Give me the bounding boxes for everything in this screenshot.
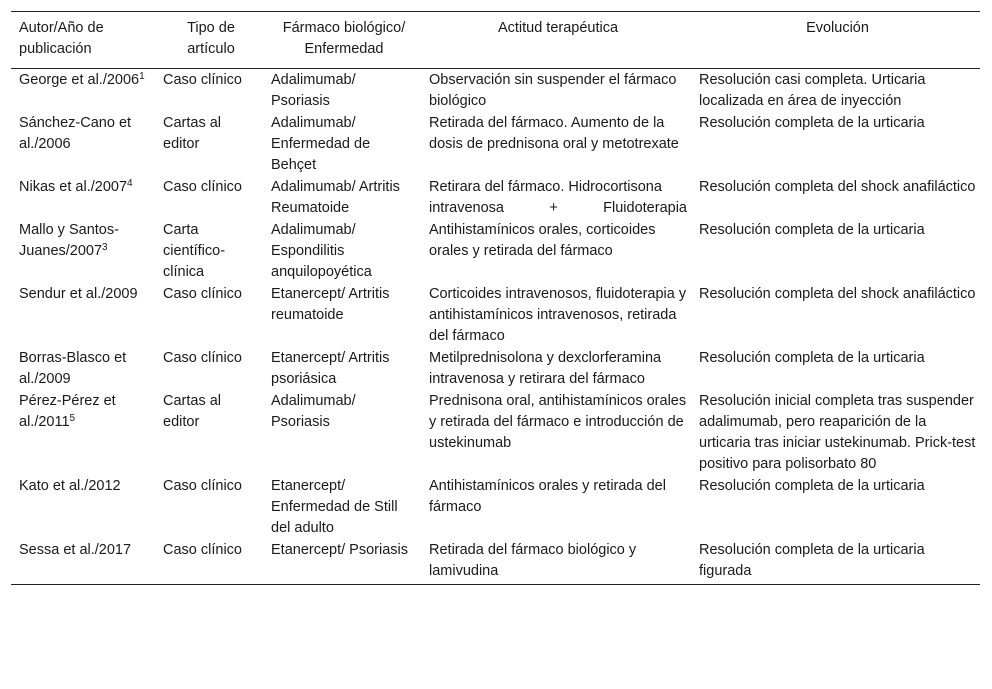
table-row xyxy=(11,283,980,347)
cell-attitude: Observación sin suspender el fármaco biológico xyxy=(429,72,677,109)
cell-attitude: Prednisona oral, antihistamínicos orales y retirada del fármaco e introducción de ustekinumab xyxy=(429,393,687,451)
cell-evolution: Resolución inicial completa tras suspender adalimumab, pero reaparición de la urticaria tras iniciar ustekinumab. Prick-test positivo para polisorbato 80 xyxy=(699,393,976,472)
cell-drug: Etanercept/ Artritis psoriásica xyxy=(271,350,390,387)
cell-drug: Adalimumab/ Psoriasis xyxy=(271,72,356,109)
cell-attitude: Corticoides intravenosos, fluidoterapia y antihistamínicos intravenosos, retirada del fármaco xyxy=(429,286,687,344)
cell-evolution: Resolución completa de la urticaria xyxy=(699,222,925,238)
cell-author: Pérez-Pérez et al./2011$^5$ xyxy=(19,393,116,430)
cell-drug: Adalimumab/ Psoriasis xyxy=(271,393,356,430)
cell-type: Caso clínico xyxy=(163,542,242,558)
cell-evolution: Resolución completa del shock anafiláctico xyxy=(699,179,976,195)
cell-evolution: Resolución completa de la urticaria xyxy=(699,478,925,494)
cell-evolution: Resolución completa de la urticaria xyxy=(699,115,925,131)
table-row xyxy=(11,219,980,283)
cell-author: Mallo y Santos-Juanes/2007$^3$ xyxy=(19,222,119,259)
reference-sup: 1 xyxy=(139,71,145,82)
cell-author: Sessa et al./2017 xyxy=(19,542,132,558)
table-row xyxy=(11,347,980,390)
cell-drug: Etanercept/ Enfermedad de Still del adulto xyxy=(271,478,398,536)
reference-sup: 4 xyxy=(127,178,133,189)
cell-drug: Adalimumab/ Enfermedad de Behçet xyxy=(271,115,371,173)
reference-sup: 5 xyxy=(69,413,76,424)
reactions-table xyxy=(11,11,980,585)
header-type: Tipo de artículo xyxy=(155,12,263,69)
cell-attitude: Retirada del fármaco biológico y lamivudina xyxy=(429,542,637,579)
cell-attitude: Retirara del fármaco. Hidrocortisona intravenosa + Fluidoterapia xyxy=(429,179,687,216)
table-row xyxy=(11,112,980,176)
cell-drug: Adalimumab/ Artritis Reumatoide xyxy=(271,179,400,216)
cell-type: Cartas al editor xyxy=(163,393,222,430)
reference-sup: 3 xyxy=(102,242,108,253)
header-author: Autor/Año de publicación xyxy=(11,12,155,69)
cell-evolution: Resolución completa de la urticaria figurada xyxy=(699,542,925,579)
cell-type: Carta científico-clínica xyxy=(163,222,226,280)
table-row xyxy=(11,69,980,113)
cell-attitude: Retirada del fármaco. Aumento de la dosis de prednisona oral y metotrexate xyxy=(429,115,679,152)
cell-attitude: Metilprednisolona y dexclorferamina intravenosa y retirara del fármaco xyxy=(429,350,662,387)
cell-drug: Etanercept/ Psoriasis xyxy=(271,542,409,558)
header-attitude: Actitud terapéutica xyxy=(421,12,691,69)
cell-evolution: Resolución casi completa. Urticaria localizada en área de inyección xyxy=(699,72,926,109)
cell-type: Caso clínico xyxy=(163,350,242,366)
header-row xyxy=(11,12,980,69)
cell-author: George et al./2006$^1$ xyxy=(19,71,145,88)
table-row xyxy=(11,539,980,585)
table-row xyxy=(11,176,980,219)
cell-author: Nikas et al./2007$^4$ xyxy=(19,178,133,195)
header-drug: Fármaco biológico/ Enfermedad xyxy=(263,12,421,69)
cell-drug: Etanercept/ Artritis reumatoide xyxy=(271,286,390,323)
cell-author: Borras-Blasco et al./2009 xyxy=(19,350,127,387)
cell-type: Caso clínico xyxy=(163,179,242,195)
cell-evolution: Resolución completa del shock anafiláctico xyxy=(699,286,976,302)
cell-drug: Adalimumab/ Espondilitis anquilopoyética xyxy=(271,222,372,280)
cell-author: Kato et al./2012 xyxy=(19,478,121,494)
cell-author: Sendur et al./2009 xyxy=(19,286,138,302)
header-evolution: Evolución xyxy=(691,12,980,69)
cell-attitude: Antihistamínicos orales y retirada del fármaco xyxy=(429,478,666,515)
cell-attitude: Antihistamínicos orales, corticoides orales y retirada del fármaco xyxy=(429,222,656,259)
cell-type: Caso clínico xyxy=(163,478,242,494)
cell-evolution: Resolución completa de la urticaria xyxy=(699,350,925,366)
cell-type: Cartas al editor xyxy=(163,115,222,152)
table-row xyxy=(11,475,980,539)
cell-author: Sánchez-Cano et al./2006 xyxy=(19,115,132,152)
cell-type: Caso clínico xyxy=(163,286,242,302)
cell-type: Caso clínico xyxy=(163,72,242,88)
table-row xyxy=(11,390,980,475)
